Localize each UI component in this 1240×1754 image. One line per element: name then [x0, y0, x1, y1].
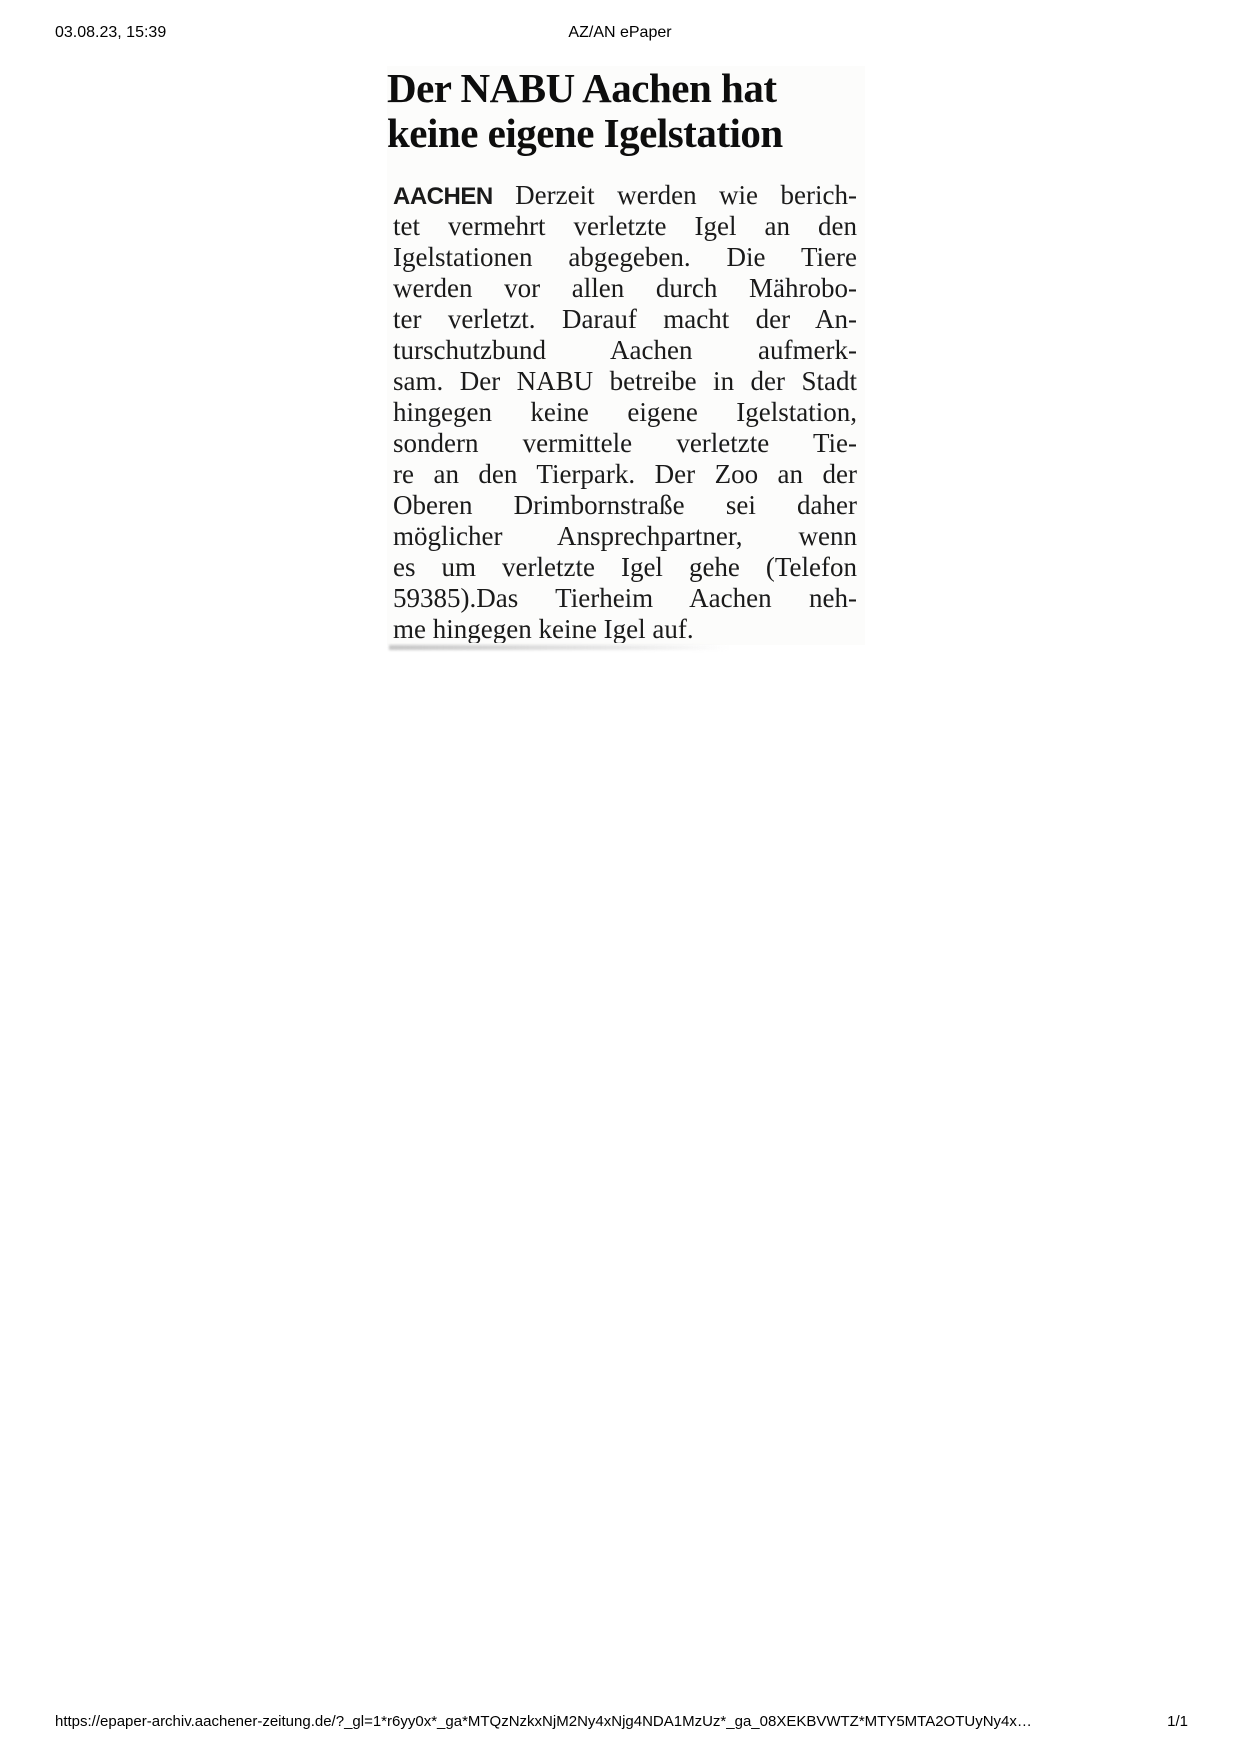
body-line: sondern vermittele verletzte Tie-	[393, 428, 857, 458]
body-line: turschutzbund Aachen aufmerk-	[393, 335, 857, 365]
article-headline	[387, 66, 865, 156]
headline-line-2: keine eigene Igelstation	[387, 110, 783, 156]
article-scan	[387, 66, 865, 645]
body-line: me hingegen keine Igel auf.	[393, 614, 694, 643]
print-datetime: 03.08.23, 15:39	[55, 24, 167, 41]
scan-edge-artifact	[389, 645, 729, 650]
body-line: es um verletzte Igel gehe (Telefon	[393, 552, 857, 582]
body-line: Oberen Drimbornstraße sei daher	[393, 490, 857, 520]
location-tag: AACHEN	[393, 183, 493, 210]
body-line: tet vermehrt verletzte Igel an den	[393, 211, 857, 241]
body-line: 59385).Das Tierheim Aachen neh-	[393, 583, 857, 613]
body-line: re an den Tierpark. Der Zoo an der	[393, 459, 857, 489]
body-line: AACHEN Derzeit werden wie berich-	[393, 180, 857, 210]
article-body	[393, 180, 857, 643]
body-line: werden vor allen durch Mährobo-	[393, 273, 857, 303]
body-line: sam. Der NABU betreibe in der Stadt	[393, 366, 857, 396]
headline-line-1: Der NABU Aachen hat	[387, 65, 777, 111]
body-line: hingegen keine eigene Igelstation,	[393, 397, 857, 427]
body-line: ter verletzt. Darauf macht der An-	[393, 304, 857, 334]
body-line: Igelstationen abgegeben. Die Tiere	[393, 242, 857, 272]
print-footer-url: https://epaper-archiv.aachener-zeitung.de/?_gl=1*r6yy0x*_ga*MTQzNzkxNjM2Ny4xNjg4NDA1MzUz*_ga_08XEKBVWTZ*MTY5MTA2OTUyNy4x…	[55, 1713, 1032, 1730]
print-footer-page-indicator: 1/1	[1167, 1713, 1188, 1730]
body-line: möglicher Ansprechpartner, wenn	[393, 521, 857, 551]
print-header-title: AZ/AN ePaper	[568, 24, 672, 41]
